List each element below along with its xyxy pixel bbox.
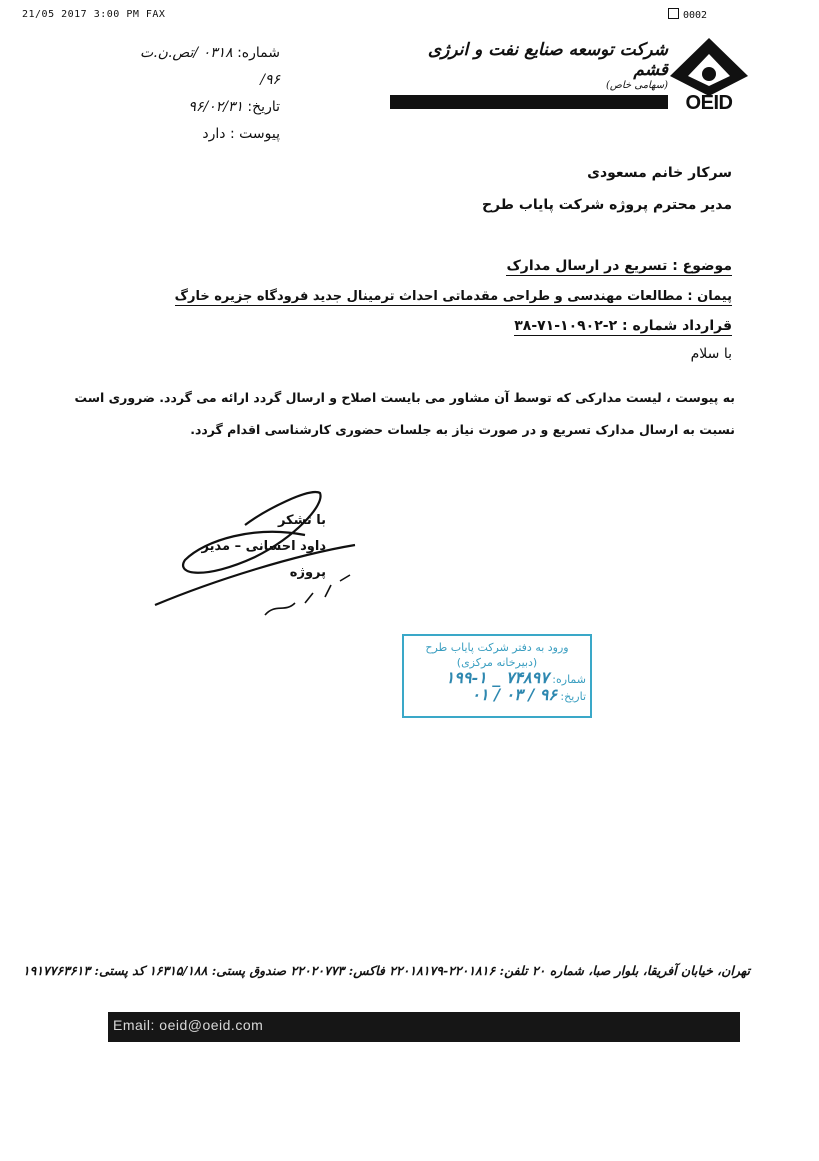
- letter-date-row: [130, 94, 280, 121]
- subject-line: [506, 258, 732, 274]
- receipt-stamp: [402, 634, 592, 718]
- stamp-date-label: تاریخ:: [560, 690, 586, 703]
- letter-date-label: تاریخ:: [247, 99, 280, 115]
- recipient-title: مدیر محترم پروژه شرکت پایاب طرح: [481, 197, 732, 213]
- contract-title-line: [175, 289, 732, 304]
- closing-thanks: با تشکر: [277, 513, 326, 528]
- subject-text: موضوع : تسریع در ارسال مدارک: [506, 258, 732, 274]
- checkbox-icon: [668, 8, 679, 19]
- letter-body: [74, 382, 735, 446]
- letter-date-value: ۹۶/۰۲/۳۱: [188, 99, 243, 115]
- letterhead-bar: [390, 95, 668, 109]
- contract-number-line: [514, 318, 732, 334]
- stamp-number-label: شماره:: [552, 673, 586, 686]
- contract-title: پیمان : مطالعات مهندسی و طراحی مقدماتی احداث ترمینال جدید فرودگاه جزیره خارگ: [174, 289, 732, 304]
- attachment-row: [130, 121, 280, 148]
- body-line-1: به پیوست ، لیست مدارکی که توسط آن مشاور می بایست اصلاح و ارسال گردد ارائه می گردد. ضروری است: [74, 390, 735, 405]
- signatory-name: داود احسانی – مدیر پروژه: [201, 539, 326, 580]
- letter-number-row: [130, 40, 280, 94]
- stamp-title: ورود به دفتر شرکت پایاب طرح: [425, 641, 569, 654]
- greeting: با سلام: [690, 346, 732, 362]
- letter-number-label: شماره:: [237, 45, 280, 61]
- stamp-subtitle: (دبیرخانه مرکزی): [456, 656, 538, 669]
- footer-email: Email: oeid@oeid.com: [113, 1017, 264, 1033]
- company-name: شرکت توسعه صنایع نفت و انرژی قشم: [427, 40, 668, 80]
- company-name-block: [400, 40, 668, 91]
- stamp-date-row: [408, 687, 586, 704]
- contract-number: قرارداد شماره : ۲-۱۰۹۰۲-۷۱-۳۸: [514, 318, 732, 334]
- fax-header: 21/05 2017 3:00 PM FAX: [22, 9, 166, 20]
- company-logo-text: OEID: [685, 92, 733, 114]
- attachment-value: دارد: [202, 126, 226, 142]
- company-type: (سهامی خاص): [605, 80, 668, 91]
- letter-number-value: ۰۳۱۸ /تص.ن.ت ۹۶/: [139, 45, 280, 88]
- page-number-value: 0002: [683, 10, 708, 21]
- stamp-date-value: ۹۶ / ۰۳ / ۰۱: [471, 685, 557, 704]
- closing-block: [190, 508, 326, 586]
- fax-page-number: [668, 8, 707, 21]
- body-line-2: نسبت به ارسال مدارک تسریع و در صورت نیاز به جلسات حضوری کارشناسی اقدام گردد.: [190, 422, 735, 437]
- reference-block: [130, 40, 280, 148]
- footer-address: تهران، خیابان آفریقا، بلوار صبا، شماره ۲۰ تلفن: ۲۲۰۱۸۱۶-۲۲۰۱۸۱۷۹ فاکس: ۲۲۰۲۰۷۷۳ صندوق پستی: ۱۶۳۱۵/۱۸۸ کد پستی: ۱۹۱۷۷۶۳۶۱۳: [22, 963, 750, 978]
- stamp-number-value: ۷۴۸۹۷ _ ۱-۱۹۹: [445, 668, 549, 687]
- attachment-label: پیوست :: [230, 126, 280, 142]
- recipient-name: سرکار خانم مسعودی: [587, 165, 732, 181]
